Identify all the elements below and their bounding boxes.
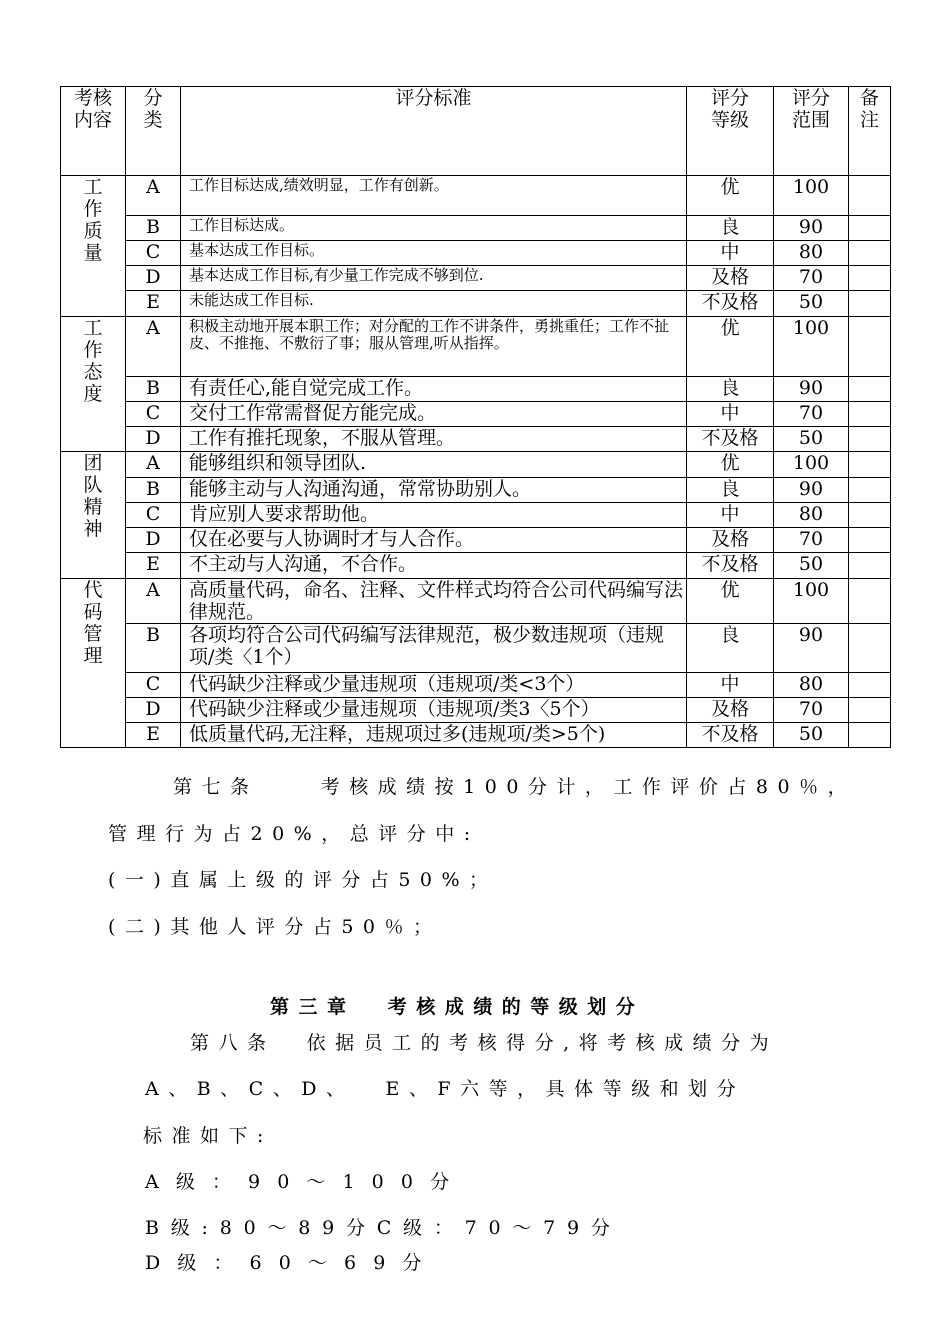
table-row <box>61 698 891 723</box>
criteria-cell: 代码缺少注释或少量违规项（违规项/类<3个） <box>181 673 687 698</box>
table-row <box>61 723 891 748</box>
criteria-cell: 工作目标达成。 <box>181 216 687 241</box>
class-cell: C <box>126 503 181 528</box>
grade-cell: 良 <box>687 216 774 241</box>
category-cell: 工作态度 <box>61 317 126 452</box>
grade-cell: 不及格 <box>687 723 774 748</box>
article7-line3: (一)直属上级的评分占50%； <box>108 869 498 891</box>
chapter3-title: 第三章 考核成绩的等级划分 <box>270 996 645 1018</box>
note-cell <box>849 452 891 478</box>
table-row <box>61 402 891 427</box>
class-cell: A <box>126 176 181 216</box>
class-cell: A <box>126 579 181 624</box>
score-cell: 100 <box>774 317 849 377</box>
class-cell: D <box>126 528 181 553</box>
class-cell: B <box>126 478 181 503</box>
criteria-cell: 低质量代码,无注释，违规项过多(违规项/类>5个) <box>181 723 687 748</box>
note-cell <box>849 291 891 317</box>
class-cell: E <box>126 723 181 748</box>
criteria-cell: 有责任心,能自觉完成工作。 <box>181 377 687 402</box>
grade-cell: 中 <box>687 241 774 266</box>
note-cell <box>849 723 891 748</box>
score-cell: 90 <box>774 216 849 241</box>
table-row <box>61 427 891 452</box>
header-grade: 评分等级 <box>687 87 774 176</box>
criteria-cell: 工作有推托现象，不服从管理。 <box>181 427 687 452</box>
criteria-cell: 积极主动地开展本职工作；对分配的工作不讲条件，勇挑重任；工作不扯皮、不推拖、不敷衍了事；服从管理,听从指挥。 <box>181 317 687 377</box>
grade-cell: 及格 <box>687 698 774 723</box>
class-cell: B <box>126 216 181 241</box>
grade-cell: 不及格 <box>687 553 774 579</box>
table-row <box>61 579 891 624</box>
table-row <box>61 266 891 291</box>
grade-cell: 不及格 <box>687 427 774 452</box>
grade-cell: 优 <box>687 317 774 377</box>
score-cell: 80 <box>774 241 849 266</box>
table-row <box>61 478 891 503</box>
grade-cell: 中 <box>687 503 774 528</box>
note-cell <box>849 266 891 291</box>
class-cell: E <box>126 553 181 579</box>
score-cell: 80 <box>774 503 849 528</box>
class-cell: C <box>126 673 181 698</box>
grade-cell: 良 <box>687 478 774 503</box>
note-cell <box>849 216 891 241</box>
score-cell: 80 <box>774 673 849 698</box>
criteria-cell: 基本达成工作目标。 <box>181 241 687 266</box>
category-cell: 代码管理 <box>61 579 126 748</box>
header-range: 评分范围 <box>774 87 849 176</box>
criteria-cell: 交付工作常需督促方能完成。 <box>181 402 687 427</box>
score-cell: 70 <box>774 698 849 723</box>
class-cell: C <box>126 402 181 427</box>
table-row <box>61 291 891 317</box>
note-cell <box>849 528 891 553</box>
table-row <box>61 503 891 528</box>
class-cell: B <box>126 624 181 673</box>
class-cell: E <box>126 291 181 317</box>
grade-d-line: D级：60～69分 <box>145 1252 439 1274</box>
table-row <box>61 673 891 698</box>
article8-line2: A、B、C、D、 E、F六等，具体等级和划分 <box>145 1078 746 1100</box>
table-row <box>61 216 891 241</box>
score-cell: 50 <box>774 427 849 452</box>
note-cell <box>849 377 891 402</box>
note-cell <box>849 176 891 216</box>
score-cell: 90 <box>774 624 849 673</box>
table-row <box>61 317 891 377</box>
score-cell: 70 <box>774 402 849 427</box>
class-cell: B <box>126 377 181 402</box>
note-cell <box>849 673 891 698</box>
score-cell: 90 <box>774 478 849 503</box>
criteria-cell: 工作目标达成,绩效明显，工作有创新。 <box>181 176 687 216</box>
category-cell: 团队精神 <box>61 452 126 579</box>
criteria-cell: 未能达成工作目标. <box>181 291 687 317</box>
criteria-cell: 仅在必要与人协调时才与人合作。 <box>181 528 687 553</box>
score-cell: 50 <box>774 723 849 748</box>
header-criteria: 评分标准 <box>181 87 687 176</box>
criteria-cell: 能够组织和领导团队. <box>181 452 687 478</box>
criteria-cell: 肯应别人要求帮助他。 <box>181 503 687 528</box>
table-row <box>61 452 891 478</box>
grade-a-line: A级：90～100分 <box>145 1171 467 1193</box>
grade-cell: 及格 <box>687 528 774 553</box>
table-row <box>61 553 891 579</box>
table-row <box>61 241 891 266</box>
class-cell: D <box>126 427 181 452</box>
score-cell: 100 <box>774 176 849 216</box>
grade-bc-line: B级:80～89分C级：70～79分 <box>145 1217 622 1239</box>
header-note: 备注 <box>849 87 891 176</box>
class-cell: D <box>126 698 181 723</box>
criteria-cell: 各项均符合公司代码编写法律规范，极少数违规项（违规项/类〈1个） <box>181 624 687 673</box>
article8-line1: 第八条 依据员工的考核得分,将考核成绩分为 <box>190 1032 779 1054</box>
criteria-cell: 能够主动与人沟通沟通，常常协助别人。 <box>181 478 687 503</box>
category-cell: 工作质量 <box>61 176 126 317</box>
class-cell: A <box>126 317 181 377</box>
score-cell: 100 <box>774 452 849 478</box>
note-cell <box>849 317 891 377</box>
note-cell <box>849 624 891 673</box>
grade-cell: 优 <box>687 176 774 216</box>
article7-line2: 管理行为占20%，总评分中: <box>108 823 480 845</box>
class-cell: D <box>126 266 181 291</box>
table-row <box>61 377 891 402</box>
table-row <box>61 176 891 216</box>
score-cell: 70 <box>774 528 849 553</box>
scoring-table <box>60 86 891 748</box>
grade-cell: 良 <box>687 624 774 673</box>
criteria-cell: 不主动与人沟通，不合作。 <box>181 553 687 579</box>
note-cell <box>849 579 891 624</box>
score-cell: 90 <box>774 377 849 402</box>
article7-line1: 第七条 考核成绩按100分计，工作评价占80％， <box>173 776 857 798</box>
grade-cell: 良 <box>687 377 774 402</box>
score-cell: 70 <box>774 266 849 291</box>
criteria-cell: 代码缺少注释或少量违规项（违规项/类3〈5个） <box>181 698 687 723</box>
header-content: 考核内容 <box>61 87 126 176</box>
criteria-cell: 基本达成工作目标,有少量工作完成不够到位. <box>181 266 687 291</box>
header-category: 分类 <box>126 87 181 176</box>
score-cell: 50 <box>774 291 849 317</box>
grade-cell: 优 <box>687 452 774 478</box>
grade-cell: 优 <box>687 579 774 624</box>
note-cell <box>849 698 891 723</box>
grade-cell: 中 <box>687 673 774 698</box>
note-cell <box>849 553 891 579</box>
criteria-cell: 高质量代码，命名、注释、文件样式均符合公司代码编写法律规范。 <box>181 579 687 624</box>
table-row <box>61 528 891 553</box>
note-cell <box>849 427 891 452</box>
score-cell: 100 <box>774 579 849 624</box>
note-cell <box>849 241 891 266</box>
table-header-row <box>61 87 891 176</box>
note-cell <box>849 503 891 528</box>
score-cell: 50 <box>774 553 849 579</box>
article7-line4: (二)其他人评分占50％； <box>108 916 442 938</box>
article8-line3: 标准如下: <box>143 1125 273 1147</box>
note-cell <box>849 478 891 503</box>
grade-cell: 及格 <box>687 266 774 291</box>
table-row <box>61 624 891 673</box>
class-cell: A <box>126 452 181 478</box>
grade-cell: 中 <box>687 402 774 427</box>
class-cell: C <box>126 241 181 266</box>
grade-cell: 不及格 <box>687 291 774 317</box>
note-cell <box>849 402 891 427</box>
